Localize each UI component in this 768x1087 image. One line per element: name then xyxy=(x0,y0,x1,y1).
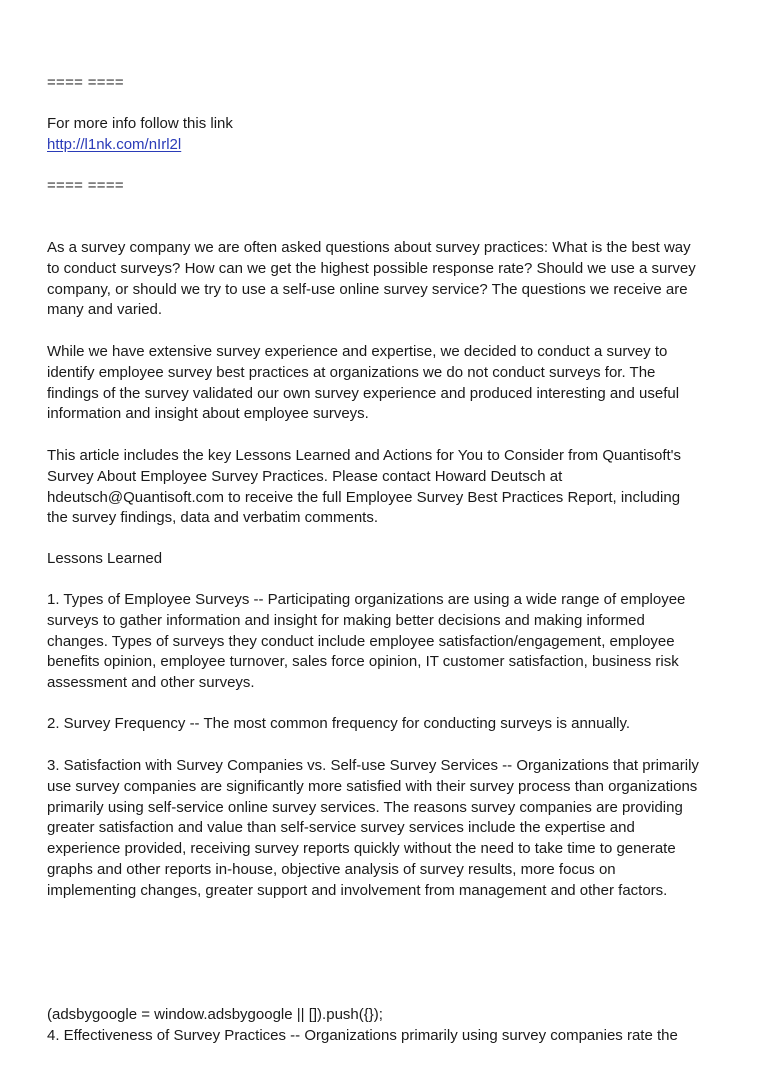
lesson-line: surveys to gather information and insight for making better decisions and making informed xyxy=(47,611,645,629)
paragraph-line: As a survey company we are often asked questions about survey practices: What is the best way xyxy=(47,239,691,256)
lesson-item-3 xyxy=(47,756,747,902)
section-heading-text: Lessons Learned xyxy=(47,550,163,567)
info-text: For more info follow this link xyxy=(47,115,233,132)
paragraph-line: many and varied. xyxy=(47,301,163,319)
paragraph-line: This article includes the key Lessons Learned and Actions for You to Consider from Quantisoft's xyxy=(47,447,682,464)
lesson-line: experience provided, receiving survey reports quickly without the need to take time to generate xyxy=(47,840,676,858)
lesson-line: 3. Satisfaction with Survey Companies vs. Self-use Survey Services -- Organizations that primarily xyxy=(47,757,699,774)
paragraph-line: hdeutsch@Quantisoft.com to receive the full Employee Survey Best Practices Report, including xyxy=(47,488,681,506)
paragraph-intro xyxy=(47,238,747,321)
lesson-line: benefits opinion, employee turnover, sales force opinion, IT customer satisfaction, business risk xyxy=(47,653,679,671)
paragraph-line: Survey About Employee Survey Practices. Please contact Howard Deutsch at xyxy=(47,467,563,485)
separator-bottom xyxy=(47,176,747,197)
paragraph-line: findings of the survey validated our own survey experience and produced interesting and useful xyxy=(47,384,680,402)
separator-top xyxy=(47,73,747,94)
lesson-item-2 xyxy=(47,714,747,735)
paragraph-line: information and insight about employee surveys. xyxy=(47,405,369,423)
lesson-line: greater satisfaction and value than self-service survey services include the expertise and xyxy=(47,819,635,837)
paragraph-line: the survey findings, data and verbatim comments. xyxy=(47,509,378,527)
paragraph-line: identify employee survey best practices at organizations we do not conduct surveys for. The xyxy=(47,363,656,381)
paragraph-article xyxy=(47,446,747,529)
paragraph-line: to conduct surveys? How can we get the highest possible response rate? Should we use a survey xyxy=(47,259,696,277)
ads-code-block xyxy=(47,1005,747,1047)
lesson-line: primarily using self-service online survey services. The reasons survey companies are providing xyxy=(47,798,683,816)
paragraph-line: company, or should we try to use a self-use online survey service? The questions we receive are xyxy=(47,280,688,298)
lesson-line: 1. Types of Employee Surveys -- Participating organizations are using a wide range of employee xyxy=(47,591,686,608)
paragraph-experience xyxy=(47,342,747,425)
lesson-line: changes. Types of surveys they conduct include employee satisfaction/engagement, employee xyxy=(47,632,675,650)
lesson-item-1 xyxy=(47,590,747,694)
lesson-line: implementing changes, greater support and involvement from management and other factors. xyxy=(47,881,668,899)
ads-code-text: (adsbygoogle = window.adsbygoogle || []).push({}); xyxy=(47,1006,383,1023)
paragraph-line: While we have extensive survey experience and expertise, we decided to conduct a survey to xyxy=(47,343,668,360)
section-heading xyxy=(47,549,747,570)
info-block xyxy=(47,114,747,156)
separator-text: ==== ==== xyxy=(47,74,124,91)
lesson-item-4-start: 4. Effectiveness of Survey Practices -- Organizations primarily using survey companies rate the xyxy=(47,1026,678,1044)
separator-text: ==== ==== xyxy=(47,177,124,194)
lesson-line: use survey companies are significantly more satisfied with their survey process than organizations xyxy=(47,777,698,795)
lesson-line: 2. Survey Frequency -- The most common frequency for conducting surveys is annually. xyxy=(47,715,631,732)
lesson-line: assessment and other surveys. xyxy=(47,674,255,692)
lesson-line: graphs and other reports in-house, objective analysis of survey results, more focus on xyxy=(47,860,616,878)
info-link[interactable]: http://l1nk.com/nIrl2l xyxy=(47,135,182,153)
